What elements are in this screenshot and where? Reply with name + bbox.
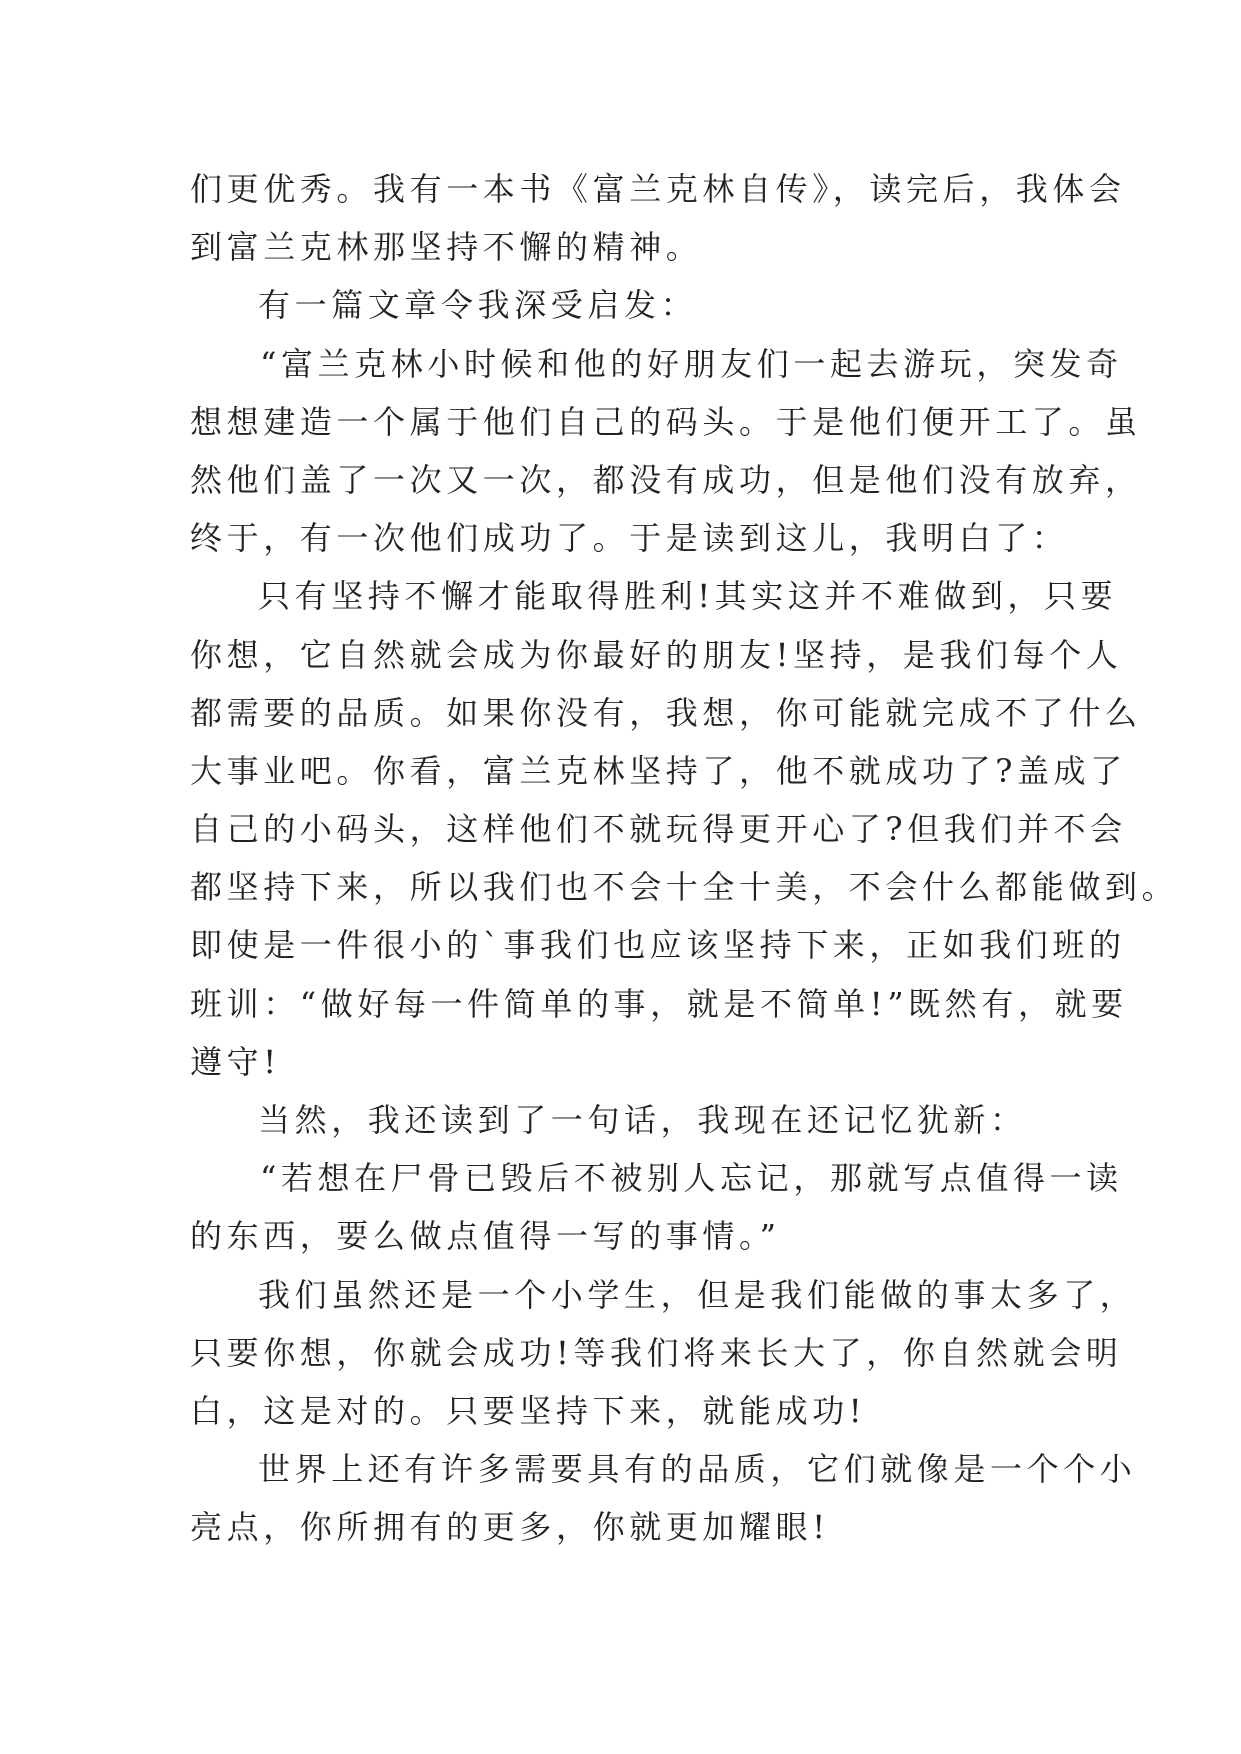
text-line: 自己的小码头，这样他们不就玩得更开心了?但我们并不会 [190,810,1127,849]
text-line: “若想在尸骨已毁后不被别人忘记，那就写点值得一读 [260,1159,1123,1198]
text-line: 只有坚持不懈才能取得胜利!其实这并不难做到，只要 [258,577,1118,616]
text-line: 们更优秀。我有一本书《富兰克林自传》，读完后，我体会 [190,170,1126,208]
text-line: 的东西，要么做点值得一写的事情。” [190,1217,781,1256]
text-line: 终于，有一次他们成功了。于是读到这儿，我明白了： [190,519,1069,558]
text-line: 都需要的品质。如果你没有，我想，你可能就完成不了什么 [190,693,1142,732]
text-line: 然他们盖了一次又一次，都没有成功，但是他们没有放弃， [190,460,1142,499]
text-line: 班训：“做好每一件简单的事，就是不简单!”既然有，就要 [190,984,1128,1023]
text-line: “富兰克林小时候和他的好朋友们一起去游玩，突发奇 [260,344,1123,383]
essay-text [190,160,1179,1557]
text-line: 亮点，你所拥有的更多，你就更加耀眼! [190,1508,830,1547]
text-line: 你想，它自然就会成为你最好的朋友!坚持，是我们每个人 [190,635,1123,674]
text-line: 当然，我还读到了一句话，我现在还记忆犹新： [258,1101,1027,1139]
text-line: 我们虽然还是一个小学生，但是我们能做的事太多了， [258,1275,1137,1314]
text-line: 有一篇文章令我深受启发： [258,286,698,325]
text-line: 只要你想，你就会成功!等我们将来长大了，你自然就会明 [190,1333,1123,1372]
text-line: 遵守! [190,1042,281,1081]
text-line: 白，这是对的。只要坚持下来，就能成功! [190,1391,867,1430]
text-line: 大事业吧。你看，富兰克林坚持了，他不就成功了?盖成了 [190,751,1127,790]
text-line: 想想建造一个属于他们自己的码头。于是他们便开工了。虽 [190,402,1142,441]
text-line: 都坚持下来，所以我们也不会十全十美，不会什么都能做到。 [190,868,1179,907]
text-line: 即使是一件很小的`事我们也应该坚持下来，正如我们班的 [190,926,1126,965]
text-line: 到富兰克林那坚持不懈的精神。 [190,228,703,267]
text-line: 世界上还有许多需要具有的品质，它们就像是一个个小 [258,1450,1137,1489]
